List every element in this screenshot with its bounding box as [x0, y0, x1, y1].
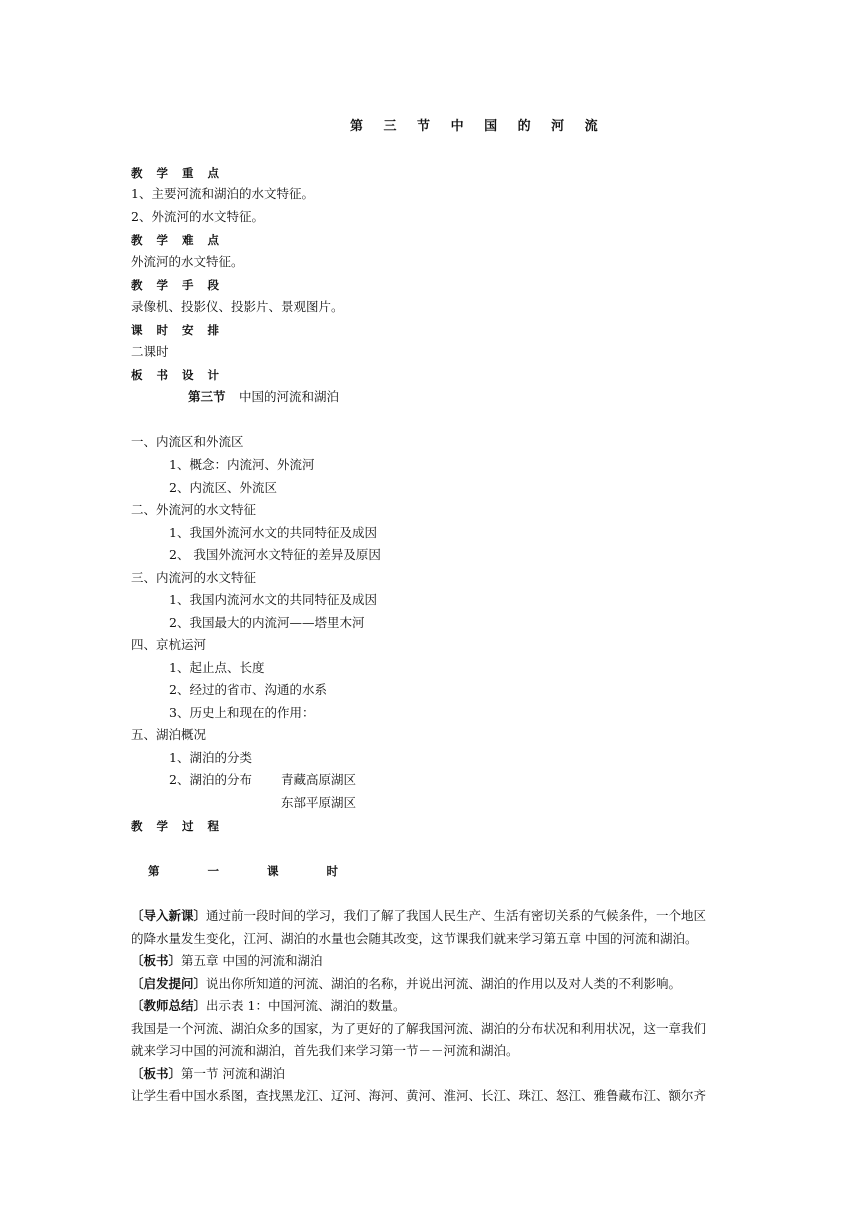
- board-subitem: 1、湖泊的分类: [169, 750, 252, 765]
- board-section: 三、内流河的水文特征: [131, 570, 257, 585]
- section-heading-means: 教 学 手 段: [131, 278, 225, 292]
- difficulty-item: 外流河的水文特征。: [131, 254, 244, 269]
- focus-item: 1、主要河流和湖泊的水文特征。: [131, 186, 314, 201]
- board-subitem: 1、我国外流河水文的共同特征及成因: [169, 525, 377, 540]
- board-note: [131, 952, 323, 970]
- board-subitem-branch: 青藏高原湖区: [281, 772, 357, 787]
- summary-text: 出示表 1：中国河流、湖泊的数量。: [206, 998, 406, 1013]
- lesson-heading: 第 一 课 时: [148, 864, 361, 878]
- board-note-text: 第一节 河流和湖泊: [181, 1066, 285, 1081]
- means-item: 录像机、投影仪、投影片、景观图片。: [131, 299, 344, 314]
- body-paragraph: 我国是一个河流、湖泊众多的国家，为了更好的了解我国河流、湖泊的分布状况和利用状况，这一章我们: [131, 1021, 707, 1036]
- page-title: 第 三 节 中 国 的 河 流: [350, 119, 606, 134]
- board-section: 四、京杭运河: [131, 637, 207, 652]
- focus-item: 2、外流河的水文特征。: [131, 209, 264, 224]
- intro-label: 〔导入新课〕: [131, 908, 207, 923]
- intro-text: 通过前一段时间的学习，我们了解了我国人民生产、生活有密切关系的气候条件，一个地区: [206, 908, 707, 923]
- board-subitem: 2、湖泊的分布: [169, 772, 252, 787]
- board-subitem: 2、 我国外流河水文特征的差异及原因: [169, 547, 381, 562]
- intro-text-continued: 的降水量发生变化，江河、湖泊的水量也会随其改变，这节课我们就来学习第五章 中国的河流和湖泊。: [131, 931, 698, 946]
- ask-paragraph: [131, 975, 681, 993]
- intro-paragraph: [131, 907, 706, 925]
- board-title-text: 中国的河流和湖泊: [239, 389, 340, 404]
- body-paragraph: 就来学习中国的河流和湖泊，首先我们来学习第一节－－河流和湖泊。: [131, 1043, 519, 1058]
- summary-label: 〔教师总结〕: [131, 998, 207, 1013]
- board-subitem: 3、历史上和现在的作用：: [169, 705, 315, 720]
- section-heading-difficulty: 教 学 难 点: [131, 233, 225, 247]
- summary-paragraph: [131, 997, 405, 1015]
- schedule-item: 二课时: [131, 344, 169, 359]
- board-subitem: 2、经过的省市、沟通的水系: [169, 682, 327, 697]
- board-note-text: 第五章 中国的河流和湖泊: [181, 953, 323, 968]
- section-heading-board: 板 书 设 计: [131, 368, 225, 382]
- section-heading-schedule: 课 时 安 排: [131, 323, 225, 337]
- board-subitem-branch: 东部平原湖区: [281, 795, 357, 810]
- board-subitem: 1、我国内流河水文的共同特征及成因: [169, 592, 377, 607]
- board-note-label: 〔板书〕: [131, 953, 182, 968]
- board-subitem: 2、内流区、外流区: [169, 480, 277, 495]
- ask-label: 〔启发提问〕: [131, 976, 207, 991]
- section-heading-focus: 教 学 重 点: [131, 166, 225, 180]
- section-heading-process: 教 学 过 程: [131, 819, 225, 833]
- board-subitem: 1、起止点、长度: [169, 660, 265, 675]
- ask-text: 说出你所知道的河流、湖泊的名称，并说出河流、湖泊的作用以及对人类的不利影响。: [206, 976, 682, 991]
- board-section: 一、内流区和外流区: [131, 434, 244, 449]
- board-subitem: 1、概念：内流河、外流河: [169, 457, 315, 472]
- body-paragraph: 让学生看中国水系图，查找黑龙江、辽河、海河、黄河、淮河、长江、珠江、怒江、雅鲁藏布江、额尔齐: [131, 1088, 707, 1103]
- board-subitem: 2、我国最大的内流河——塔里木河: [169, 615, 365, 630]
- board-section: 二、外流河的水文特征: [131, 502, 257, 517]
- board-note-label: 〔板书〕: [131, 1066, 182, 1081]
- board-note: [131, 1065, 285, 1083]
- board-section: 五、湖泊概况: [131, 727, 207, 742]
- board-title-number: 第三节: [188, 389, 226, 404]
